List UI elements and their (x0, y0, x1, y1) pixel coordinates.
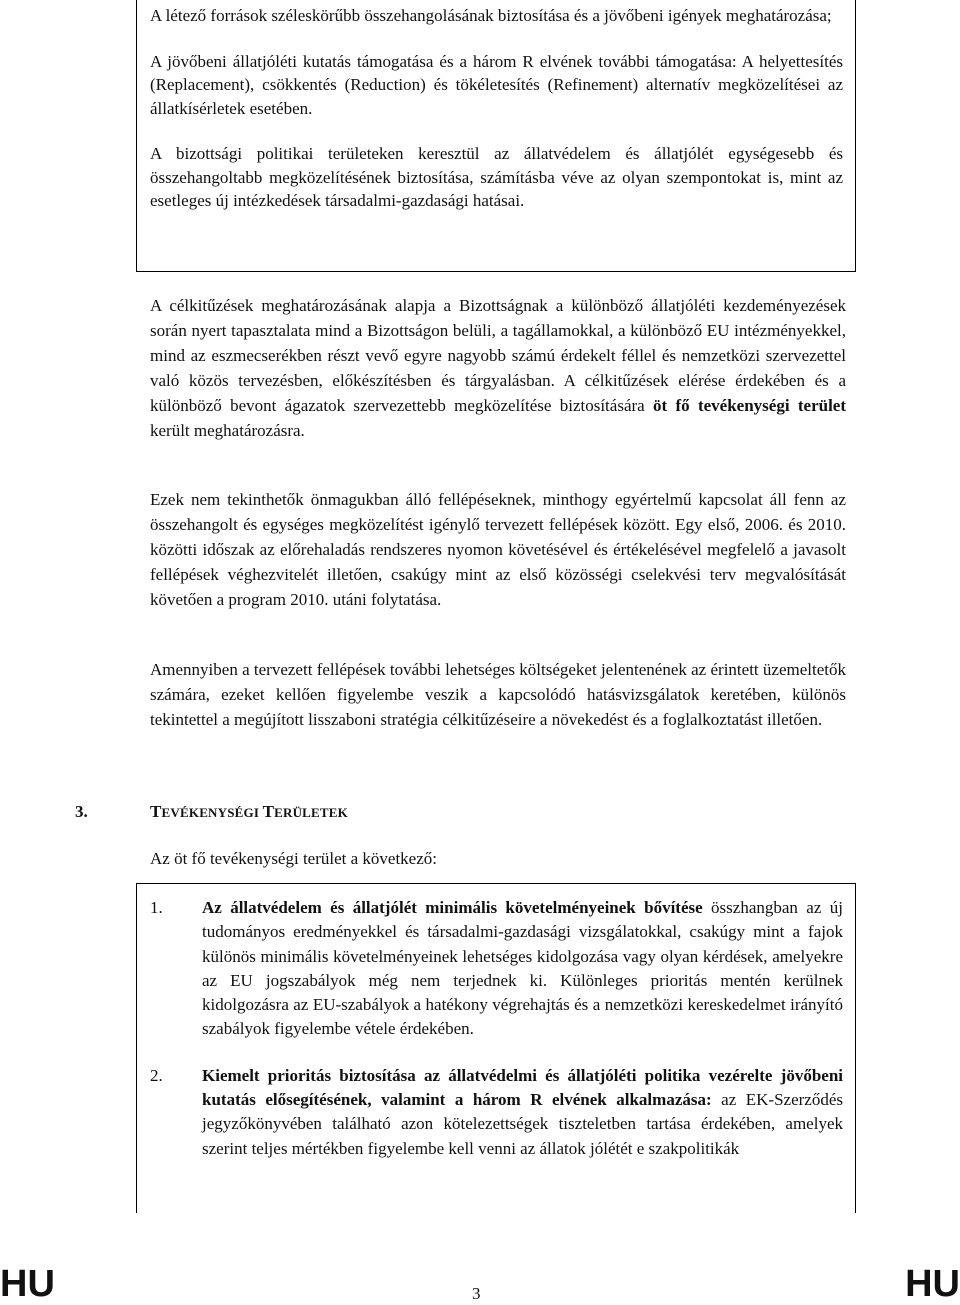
objective-paragraph: A létező források széleskörűbb összehangolásának biztosítása és a jövőbeni igények meghatározása; (150, 6, 832, 25)
paragraph-text: A célkitűzések meghatározásának alapja a Bizottságnak a különböző állatjóléti kezdeményezések során nyert tapasztalata mind a Bizottságon belüli, a tagállamokkal, a különböző EU intézményekkel, mind az eszmecserékben részt vevő egyre nagyobb számú érdekelt féllel és nemzetközi szervezettel való közös tervezésben, előkészítésben és tárgyalásban. A célkitűzések elérése érdekében és a különböző bevont ágazatok szervezettebb megközelítése biztosítására (150, 296, 846, 415)
list-item-number: 2. (150, 1065, 163, 1085)
section-heading (75, 802, 775, 822)
list-item-text (202, 896, 843, 1042)
section-title (150, 802, 348, 821)
list-item-text (202, 1064, 843, 1161)
footer-language-left: HU (0, 1263, 55, 1305)
section-number: 3. (75, 802, 88, 821)
section-title-part: ERÜLETEK (274, 805, 348, 820)
objectives-box (136, 0, 856, 272)
list-item-heading: Az állatvédelem és állatjólét minimális követelményeinek bővítése (202, 898, 703, 917)
activity-areas-box (136, 883, 856, 1213)
list-item (150, 1064, 843, 1161)
section-intro: Az öt fő tevékenységi terület a következő: (150, 849, 437, 868)
paragraph-emphasis: öt fő tevékenységi terület (653, 396, 846, 415)
objective-paragraph: A bizottsági politikai területeken keresztül az állatvédelem és állatjólét egységesebb és összehangoltabb megközelítésének biztosítása, számításba véve az olyan szempontokat is, mint az esetleges új intézkedések társadalmi-gazdasági hatásai. (150, 144, 843, 210)
list-item-heading: Kiemelt prioritás biztosítása az állatvédelmi és állatjóléti politika vezérelte jövőbeni kutatás elősegítésének, valamint a három R elvének alkalmazása: (202, 1065, 843, 1110)
list-item-body: az EK-Szerződés jegyzőkönyvében található azon kötelezettségek tiszteletben tartása érdekében, amelyek szerint teljes mértékben figyelembe kell venni az állatok jólétét e szakpolitikák (202, 1090, 843, 1158)
body-paragraph: Ezek nem tekinthetők önmagukban álló fellépéseknek, minthogy egyértelmű kapcsolat áll fenn az összehangolt és egységes megközelítést igénylő tervezett fellépések között. Egy első, 2006. és 2010. közötti időszak az előrehaladás rendszeres nyomon követésével és értékelésével megfelelő a javasolt fellépések véghezvitelét illetően, csakúgy mint az első közösségi cselekvési terv megvalósítását követően a program 2010. utáni folytatása. (150, 490, 846, 609)
list-item (150, 896, 843, 1042)
section-title-part: T (262, 802, 275, 821)
paragraph-text: került meghatározásra. (150, 421, 305, 440)
list-item-number: 1. (150, 898, 163, 917)
page-number: 3 (472, 1284, 481, 1303)
objective-paragraph: A jövőbeni állatjóléti kutatás támogatása és a három R elvének további támogatása: A helyettesítés (Replacement), csökkentés (Reduction) és tökéletesítés (Refinement) alternatív megközelítései az állatkísérletek esetében. (150, 51, 843, 118)
body-paragraph: Amennyiben a tervezett fellépések további lehetséges költségeket jelentenének az érintett üzemeltetők számára, ezeket kellően figyelembe veszik a kapcsolódó hatásvizsgálatok keretében, különös tekintettel a megújított lisszaboni stratégia célkitűzéseire a növekedést és a foglalkoztatást illetően. (150, 660, 846, 729)
section-title-part: T (150, 802, 162, 821)
list-item-body: összhangban az új tudományos eredményekkel és társadalmi-gazdasági vizsgálatokkal, csakúgy mint a fajok különös minimális követelményeinek lehetséges kidolgozása vagy olyan kérdések, amelyekre az EU jogszabályok még nem terjednek ki. Különleges prioritás mentén kerülnek kidolgozásra az EU-szabályok a hatékony végrehajtás és a nemzetközi kereskedelmet irányító szabályok figyelembe vétele érdekében. (202, 898, 843, 1039)
footer-language-right: HU (905, 1263, 960, 1305)
body-paragraph (150, 293, 846, 443)
section-title-part: EVÉKENYSÉGI (161, 805, 263, 820)
